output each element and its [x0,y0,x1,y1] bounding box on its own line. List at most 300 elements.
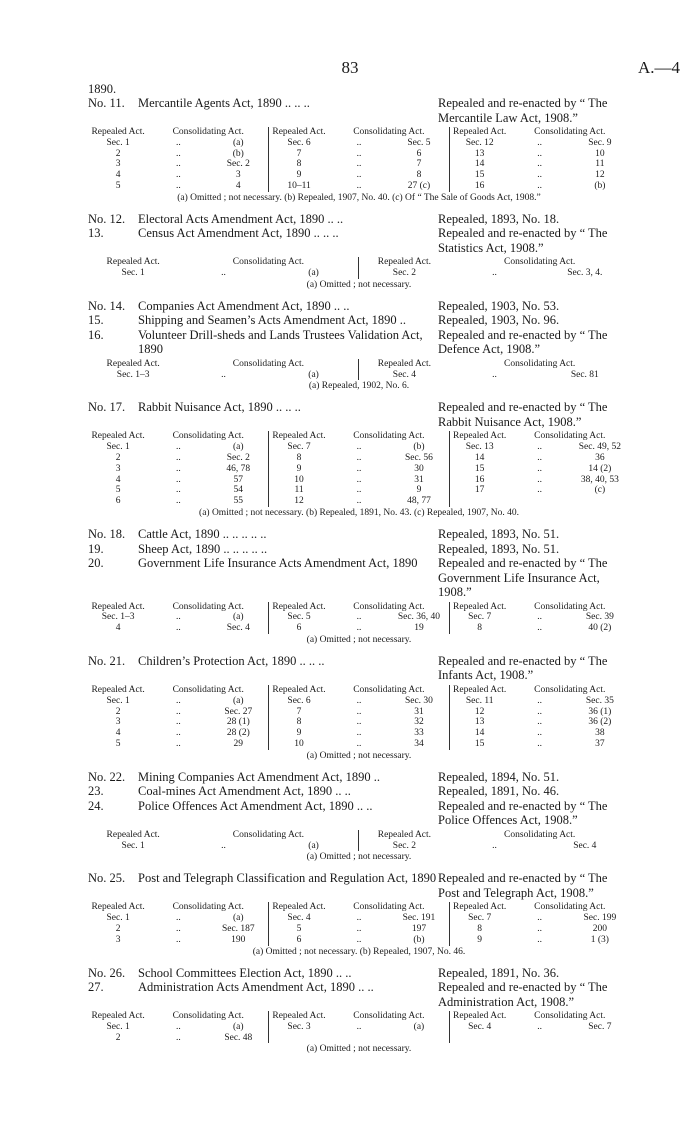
consolidating-section: (a) [208,1022,268,1033]
repealed-section: 11 [294,485,304,496]
leader-dots: .. [175,170,181,181]
leader-dots: .. [175,623,181,634]
consolidating-section: Sec. 2 [208,453,268,464]
table-head [88,602,630,613]
leader-dots: .. [175,496,181,507]
section-table [88,902,630,957]
repealed-section: 9 [296,728,302,739]
table-row [88,442,630,453]
consolidating-section: Sec. 39 [585,612,614,623]
section-table [88,127,630,204]
act-number: No. 14. [88,298,126,313]
table-body [88,268,630,279]
act-block [88,770,630,864]
leader-dots: .. [175,180,181,191]
act-number: No. 18. [88,527,126,542]
repealed-section: 10 [294,474,304,485]
consolidating-section: 4 [208,181,268,192]
act-title: Mercantile Agents Act, 1890 .. .. .. [138,96,310,110]
repealed-section: Sec. 4 [468,1021,492,1032]
act-block [88,654,630,762]
table-row [88,138,630,149]
leader-dots: .. [175,474,181,485]
repealed-act-header: Repealed Act. [91,431,145,442]
consolidating-section: 19 [389,623,449,634]
act-entry [88,784,630,799]
consolidating-section: 33 [389,728,449,739]
consolidating-act-header: Consolidating Act. [504,257,576,268]
table-row [88,924,630,935]
act-status: Repealed, 1893, No. 51. [438,527,560,542]
consolidating-section: Sec. 3, 4. [567,268,603,279]
consolidating-section: (b) [389,442,449,453]
leader-dots: .. [175,934,181,945]
leader-dots: .. [537,612,543,623]
table-header-row [88,830,630,841]
table-row [88,268,630,279]
table-row [88,739,630,750]
leader-dots: .. [175,137,181,148]
leader-dots: .. [356,148,362,159]
consolidating-act-header: Consolidating Act. [148,127,268,138]
act-number: No. 11. [88,96,125,110]
leader-dots: .. [356,612,362,623]
consolidating-section [570,496,630,507]
consolidating-act-header: Consolidating Act. [534,684,606,695]
leader-dots: .. [537,913,543,924]
leader-dots: .. [537,706,543,717]
leader-dots [510,1033,570,1044]
consolidating-section: 7 [389,159,449,170]
repealed-section: 12 [294,496,304,507]
consolidating-section [570,1033,630,1044]
repealed-section: Sec. 2 [392,840,416,851]
consolidating-section [389,1033,449,1044]
consolidating-section: 30 [389,464,449,475]
leader-dots: .. [175,612,181,623]
consolidating-act-header: Consolidating Act. [148,602,268,613]
consolidating-section: 8 [389,170,449,181]
consolidating-section: Sec. 4 [208,623,268,634]
act-number: No. 21. [88,653,126,668]
repealed-section: 9 [477,934,483,945]
repealed-section: Sec. 7 [287,442,311,453]
leader-dots: .. [356,170,362,181]
repealed-act-header: Repealed Act. [272,601,326,612]
table-row [88,612,630,623]
consolidating-section: 37 [595,738,605,749]
repealed-section: 14 [474,159,485,170]
act-status: Repealed and re-enacted by “ The Administration Act, 1908.” [438,980,608,1009]
repealed-section: 6 [296,623,302,634]
act-number: 15. [88,313,104,328]
consolidating-section: (a) [208,442,268,453]
act-entry [88,313,630,328]
consolidating-section: Sec. 27 [208,707,268,718]
table-row [88,1033,630,1044]
section-correspondence-table [88,685,630,750]
repealed-section: 16 [474,180,485,191]
table-header-row [88,902,630,913]
leader-dots: .. [356,738,362,749]
leader-dots: .. [537,934,543,945]
act-status: Repealed and re-enacted by “ The Mercantile Law Act, 1908.” [438,96,608,125]
leader-dots: .. [175,913,181,924]
repealed-section: 6 [296,934,302,945]
repealed-section: Sec. 11 [465,695,494,706]
leader-dots: .. [356,180,362,191]
repealed-act-header: Repealed Act. [453,684,507,695]
act-entry [88,980,630,1009]
repealed-section: Sec. 1 [106,442,130,453]
consolidating-act-header: Consolidating Act. [329,1011,449,1022]
repealed-section: 2 [115,148,121,159]
table-body [88,370,630,381]
consolidating-section: Sec. 56 [389,453,449,464]
act-status: Repealed and re-enacted by “ The Police Offences Act, 1908.” [438,798,608,828]
act-status: Repealed, 1891, No. 46. [438,784,560,799]
table-body [88,138,630,192]
repealed-section: 7 [296,706,302,717]
consolidating-section: 36 (2) [588,717,612,728]
repealed-section: 14 [474,453,485,464]
act-block [88,299,630,393]
repealed-section: 3 [115,159,121,170]
table-row [88,623,630,634]
consolidating-section: 3 [208,170,268,181]
consolidating-section: 54 [208,485,268,496]
repealed-act-header: Repealed Act. [377,358,432,369]
repealed-section: 4 [115,474,121,485]
consolidating-section: Sec. 49, 52 [578,442,621,453]
table-header-row [88,685,630,696]
repealed-section: 5 [115,485,121,496]
consolidating-section: Sec. 191 [389,913,449,924]
table-row [88,170,630,181]
repealed-section: 5 [115,738,121,749]
table-footnote: (a) Omitted ; not necessary. (b) Repealed, 1907, No. 46. [252,946,466,957]
statute-table [88,82,630,1063]
table-row [88,464,630,475]
consolidating-section: 28 (2) [208,728,268,739]
section-correspondence-table [88,1011,630,1043]
leader-dots: .. [537,453,543,464]
repealed-act-header: Repealed Act. [272,127,326,137]
consolidating-section: 36 [595,453,605,464]
act-status: Repealed and re-enacted by “ The Rabbit Nuisance Act, 1908.” [438,400,608,429]
act-number: No. 22. [88,769,126,784]
repealed-section: 3 [115,934,121,945]
repealed-section: 2 [115,923,121,934]
table-row [88,475,630,486]
repealed-section: 2 [115,453,121,464]
leader-dots: .. [537,738,543,749]
leader-dots: .. [356,706,362,717]
act-entry [88,527,630,542]
table-body [88,612,630,634]
consolidating-act-header: Consolidating Act. [148,685,268,696]
repealed-section: 17 [474,485,485,496]
leader-dots: .. [356,474,362,485]
consolidating-section: Sec. 187 [208,924,268,935]
leader-dots: .. [356,496,362,507]
repealed-section: Sec. 1–3 [116,369,150,380]
repealed-section: 4 [115,623,121,634]
leader-dots: .. [356,728,362,739]
act-status: Repealed, 1893, No. 51. [438,541,560,556]
consolidating-section: (a) [269,841,359,852]
leader-dots: .. [537,623,543,634]
leader-dots: .. [356,453,362,464]
section-table [88,602,630,646]
act-status: Repealed and re-enacted by “ The Post and Telegraph Act, 1908.” [438,871,608,900]
table-footnote: (a) Omitted ; not necessary. (b) Repealed, 1891, No. 43. (c) Repealed, 1907, No. 40. [199,508,519,519]
table-footnote: (a) Omitted ; not necessary. [306,634,412,645]
consolidating-act-header: Consolidating Act. [178,830,359,841]
repealed-section: Sec. 6 [287,137,311,148]
consolidating-section: 57 [208,475,268,486]
consolidating-section: Sec. 35 [585,695,614,706]
act-entry [88,654,630,683]
repealed-section: Sec. 12 [465,137,494,148]
leader-dots: .. [221,840,226,851]
consolidating-section: 31 [389,475,449,486]
consolidating-section: 10 [595,148,605,159]
act-number: 23. [88,784,104,799]
table-row [88,485,630,496]
table-header-row [88,257,630,268]
act-status: Repealed and re-enacted by “ The Statistics Act, 1908.” [438,226,608,255]
act-entry [88,542,630,557]
repealed-act-header: Repealed Act. [106,257,160,268]
table-row [88,717,630,728]
repealed-act-header: Repealed Act. [91,684,145,695]
act-status: Repealed and re-enacted by “ The Government Life Insurance Act, 1908.” [438,556,608,600]
consolidating-act-header: Consolidating Act. [148,431,268,442]
consolidating-section: 9 [389,485,449,496]
leader-dots: .. [356,137,362,148]
consolidating-section: (b) [208,149,268,160]
consolidating-act-header: Consolidating Act. [178,257,359,268]
act-entry [88,871,630,900]
repealed-section: 4 [115,170,121,181]
table-head [88,431,630,442]
section-table [88,1011,630,1055]
leader-dots: .. [356,463,362,474]
act-entry [88,799,630,828]
leader-dots: .. [537,728,543,739]
leader-dots: .. [175,717,181,728]
table-header-row [88,127,630,138]
leader-dots: .. [537,137,543,148]
leader-dots: .. [356,159,362,170]
table-body [88,696,630,750]
repealed-act-header: Repealed Act. [91,127,145,137]
consolidating-section: 1 (3) [590,934,609,945]
act-block [88,212,630,291]
repealed-section: Sec. 7 [468,913,492,924]
consolidating-section: 27 (c) [389,181,449,192]
table-body [88,913,630,945]
leader-dots: .. [537,463,543,474]
leader-dots: .. [537,442,543,453]
repealed-act-header: Repealed Act. [453,1011,507,1021]
repealed-section: Sec. 1 [106,1021,130,1032]
year-heading: 1890. [88,82,117,96]
consolidating-section: (a) [208,913,268,924]
table-row [88,370,630,381]
table-footnote: (a) Omitted ; not necessary. [306,750,412,761]
consolidating-section: 29 [208,739,268,750]
act-entry [88,400,630,429]
leader-dots [510,496,570,507]
consolidating-act-header: Consolidating Act. [178,359,359,370]
table-row [88,935,630,946]
table-head [88,127,630,138]
act-status: Repealed, 1903, No. 96. [438,313,560,328]
leader-dots: .. [175,695,181,706]
repealed-section: 14 [474,728,485,739]
leader-dots: .. [221,369,226,380]
act-title: Administration Acts Amendment Act, 1890 .. .. [138,980,374,994]
repealed-act-header: Repealed Act. [91,1011,145,1021]
repealed-section: 10–11 [287,180,311,191]
act-entry [88,226,630,255]
leader-dots: .. [175,453,181,464]
section-correspondence-table [88,431,630,507]
repealed-act-header: Repealed Act. [91,601,145,612]
repealed-section: Sec. 1 [106,137,130,148]
table-footnote: (a) Omitted ; not necessary. [306,279,412,290]
act-number: 20. [88,556,104,571]
act-title: Children’s Protection Act, 1890 .. .. .. [138,653,325,668]
act-number: 16. [88,327,104,342]
leader-dots: .. [175,463,181,474]
consolidating-section: 32 [389,717,449,728]
act-title: Census Act Amendment Act, 1890 .. .. .. [138,226,339,241]
leader-dots: .. [356,1021,362,1032]
act-block [88,400,630,519]
act-number: 24. [88,798,104,813]
repealed-section: 3 [115,463,121,474]
table-header-row [88,359,630,370]
consolidating-section: Sec. 7 [588,1021,612,1032]
table-footnote: (a) Omitted ; not necessary. [306,1044,412,1055]
consolidating-section: (c) [594,485,606,496]
repealed-act-header: Repealed Act. [272,431,326,442]
leader-dots: .. [537,159,543,170]
leader-dots: .. [175,485,181,496]
table-body [88,841,630,852]
section-correspondence-table [88,902,630,945]
consolidating-section: (a) [269,370,359,381]
consolidating-act-header: Consolidating Act. [329,431,449,442]
leader-dots: .. [537,695,543,706]
consolidating-section: Sec. 81 [570,369,599,380]
consolidating-section: Sec. 30 [389,696,449,707]
repealed-section: Sec. 6 [287,695,311,706]
repealed-section: 7 [296,148,302,159]
act-status: Repealed, 1893, No. 18. [438,211,560,226]
repealed-section: Sec. 3 [287,1021,311,1032]
table-row [88,159,630,170]
consolidating-section: 12 [595,170,605,181]
act-status: Repealed, 1894, No. 51. [438,769,560,784]
consolidating-section: Sec. 199 [583,913,617,924]
consolidating-section: Sec. 5 [389,138,449,149]
consolidating-section: 11 [595,159,605,170]
repealed-act-header: Repealed Act. [106,829,160,840]
leader-dots: .. [221,268,226,279]
act-title: Companies Act Amendment Act, 1890 .. .. [138,298,350,313]
act-block [88,96,630,204]
consolidating-section: (a) [269,268,359,279]
repealed-act-header: Repealed Act. [377,829,432,840]
table-header-row [88,602,630,613]
consolidating-section: 6 [389,149,449,160]
consolidating-section: 14 (2) [588,463,612,474]
act-entry [88,770,630,785]
consolidating-section: Sec. 4 [573,840,597,851]
section-correspondence-table [88,257,630,279]
repealed-section: Sec. 1–3 [101,612,135,623]
table-head [88,257,630,268]
consolidating-section: Sec. 36, 40 [389,612,449,623]
consolidating-section: (a) [208,696,268,707]
act-number: No. 12. [88,211,126,226]
section-correspondence-table [88,127,630,192]
consolidating-section: 38 [595,728,605,739]
table-head [88,685,630,696]
repealed-section: 4 [115,728,121,739]
table-footnote: (a) Repealed, 1902, No. 6. [308,381,410,392]
repealed-section: Sec. 13 [465,442,494,453]
repealed-act-header: Repealed Act. [453,902,507,913]
leader-dots: .. [356,485,362,496]
repealed-section: 16 [474,474,485,485]
act-entry [88,299,630,314]
repealed-section: 2 [115,706,121,717]
leader-dots: .. [356,913,362,924]
table-body [88,442,630,507]
leader-dots: .. [492,840,497,851]
consolidating-section: 40 (2) [588,623,612,634]
table-header-row [88,431,630,442]
leader-dots: .. [175,159,181,170]
leader-dots: .. [537,148,543,159]
table-row [88,181,630,192]
act-status: Repealed, 1891, No. 36. [438,965,560,980]
leader-dots: .. [492,369,497,380]
repealed-section: Sec. 2 [392,268,416,279]
repealed-section: 8 [477,623,483,634]
consolidating-section: 31 [389,707,449,718]
leader-dots: .. [175,1032,181,1043]
consolidating-section: 197 [389,924,449,935]
act-title: School Committees Election Act, 1890 .. .. [138,965,352,980]
consolidating-section: Sec. 2 [208,159,268,170]
act-status: Repealed, 1903, No. 53. [438,298,560,313]
leader-dots: .. [537,180,543,191]
leader-dots: .. [537,923,543,934]
repealed-section: 3 [115,717,121,728]
consolidating-section: 200 [592,923,607,934]
consolidating-section: 36 (1) [588,706,612,717]
act-title: Sheep Act, 1890 .. .. .. .. .. [138,541,268,556]
consolidating-section: (a) [208,612,268,623]
repealed-act-header: Repealed Act. [106,358,160,369]
repealed-section: 6 [115,496,121,507]
